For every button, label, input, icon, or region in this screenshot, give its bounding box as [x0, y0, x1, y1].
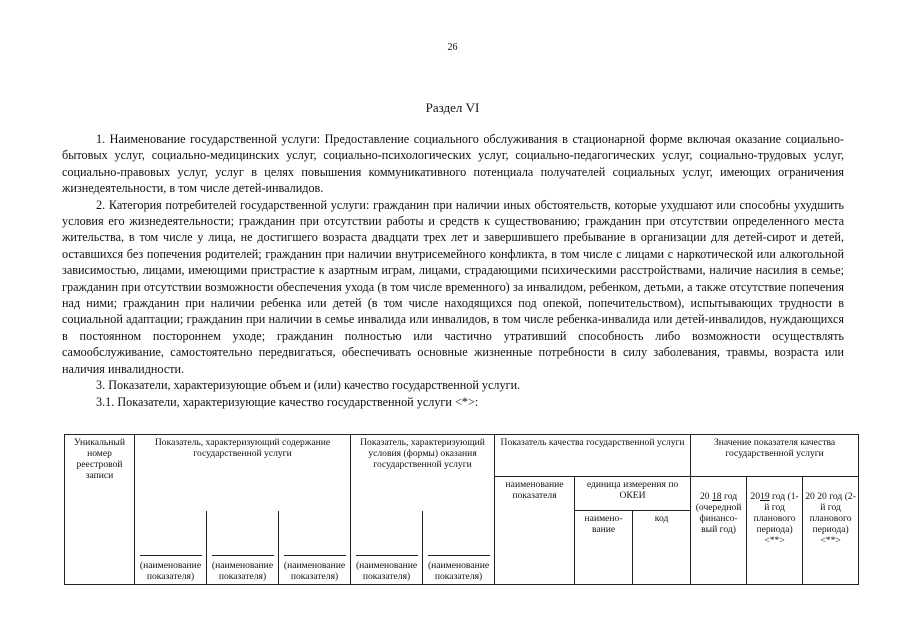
- paragraph-service-name: 1. Наименование государственной услуги: Предоставление социального обслуживания в стационарной форме включая оказание социально-бытовых услуг, социально-медицинских услуг, социально-психологических услуг, социально-педагогических услуг, социально-трудовых услуг, социально-правовых услуг, услуг в целях повышения коммуникативного потенциала получателей социальных услуг, имеющих ограничения жизнедеятельности, в том числе детей-инвалидов.: [62, 132, 844, 196]
- paragraph-quality-indicators: 3.1. Показатели, характеризующие качество государственной услуги <*>:: [96, 394, 479, 409]
- conditions-indicator-2: (наименование показателя): [423, 547, 495, 585]
- header-year-1: 20 18 год (очередной финансо-вый год): [691, 477, 747, 585]
- document-body: [62, 131, 844, 410]
- conditions-indicator-1: (наименование показателя): [351, 547, 423, 585]
- header-unit-name: наимено-вание: [575, 511, 633, 585]
- page-number: 26: [447, 42, 458, 53]
- quality-indicators-table: [64, 434, 859, 585]
- header-unit-okei: единица измерения по ОКЕИ: [575, 477, 691, 511]
- header-content-indicator: Показатель, характеризующий содержание государственной услуги: [135, 435, 351, 511]
- content-indicator-1: (наименование показателя): [135, 547, 207, 585]
- header-year-3: 20 20 год (2-й год планового периода) <**>: [803, 477, 859, 585]
- header-quality-indicator: Показатель качества государственной услуги: [495, 435, 691, 477]
- header-quality-value: Значение показателя качества государственной услуги: [691, 435, 859, 477]
- header-year-2: 2019 год (1-й год планового периода) <**>: [747, 477, 803, 585]
- header-unique-number: Уникальный номер реестровой записи: [65, 435, 135, 585]
- paragraph-consumer-category: 2. Категория потребителей государственной услуги: гражданин при наличии иных обстоятельств, которые ухудшают или способны ухудшить условия его жизнедеятельности; гражданин при отсутствии работы и средств к существованию; гражданин при отсутствии определенного места жительства, в том числе у лица, не достигшего возраста двадцати трех лет и завершившего пребывание в организации для детей-сирот и детей, оставшихся без попечения родителей; гражданин при наличии внутрисемейного конфликта, в том числе с лицами с наркотической или алкогольной зависимостью, лицами, имеющими пристрастие к азартным играм, лицами, страдающими психическими расстройствами, наличие насилия в семье; гражданин при отсутствии возможности обеспечения ухода (в том числе временного) за инвалидом, ребенком, детьми, а также отсутствие попечения над ними; гражданин при наличии ребенка или детей (в том числе находящихся под опекой, попечительством), испытывающих трудности в социальной адаптации; гражданин при наличии в семье инвалида или инвалидов, в том числе ребенка-инвалида или детей-инвалидов, нуждающихся в постоянном постороннем уходе; гражданин полностью или частично утративший способность либо возможности осуществлять самообслуживание, самостоятельно передвигаться, обеспечивать основные жизненные потребности в силу заболевания, травмы, возраста или наличия инвалидности.: [62, 197, 844, 376]
- header-unit-code: код: [633, 511, 691, 585]
- paragraph-indicators: 3. Показатели, характеризующие объем и (или) качество государственной услуги.: [96, 378, 521, 393]
- header-indicator-name: наименование показателя: [495, 477, 575, 585]
- content-indicator-2: (наименование показателя): [207, 547, 279, 585]
- content-indicator-3: (наименование показателя): [279, 547, 351, 585]
- header-conditions-indicator: Показатель, характеризующий условия (формы) оказания государственной услуги: [351, 435, 495, 511]
- section-title: Раздел VI: [425, 100, 480, 115]
